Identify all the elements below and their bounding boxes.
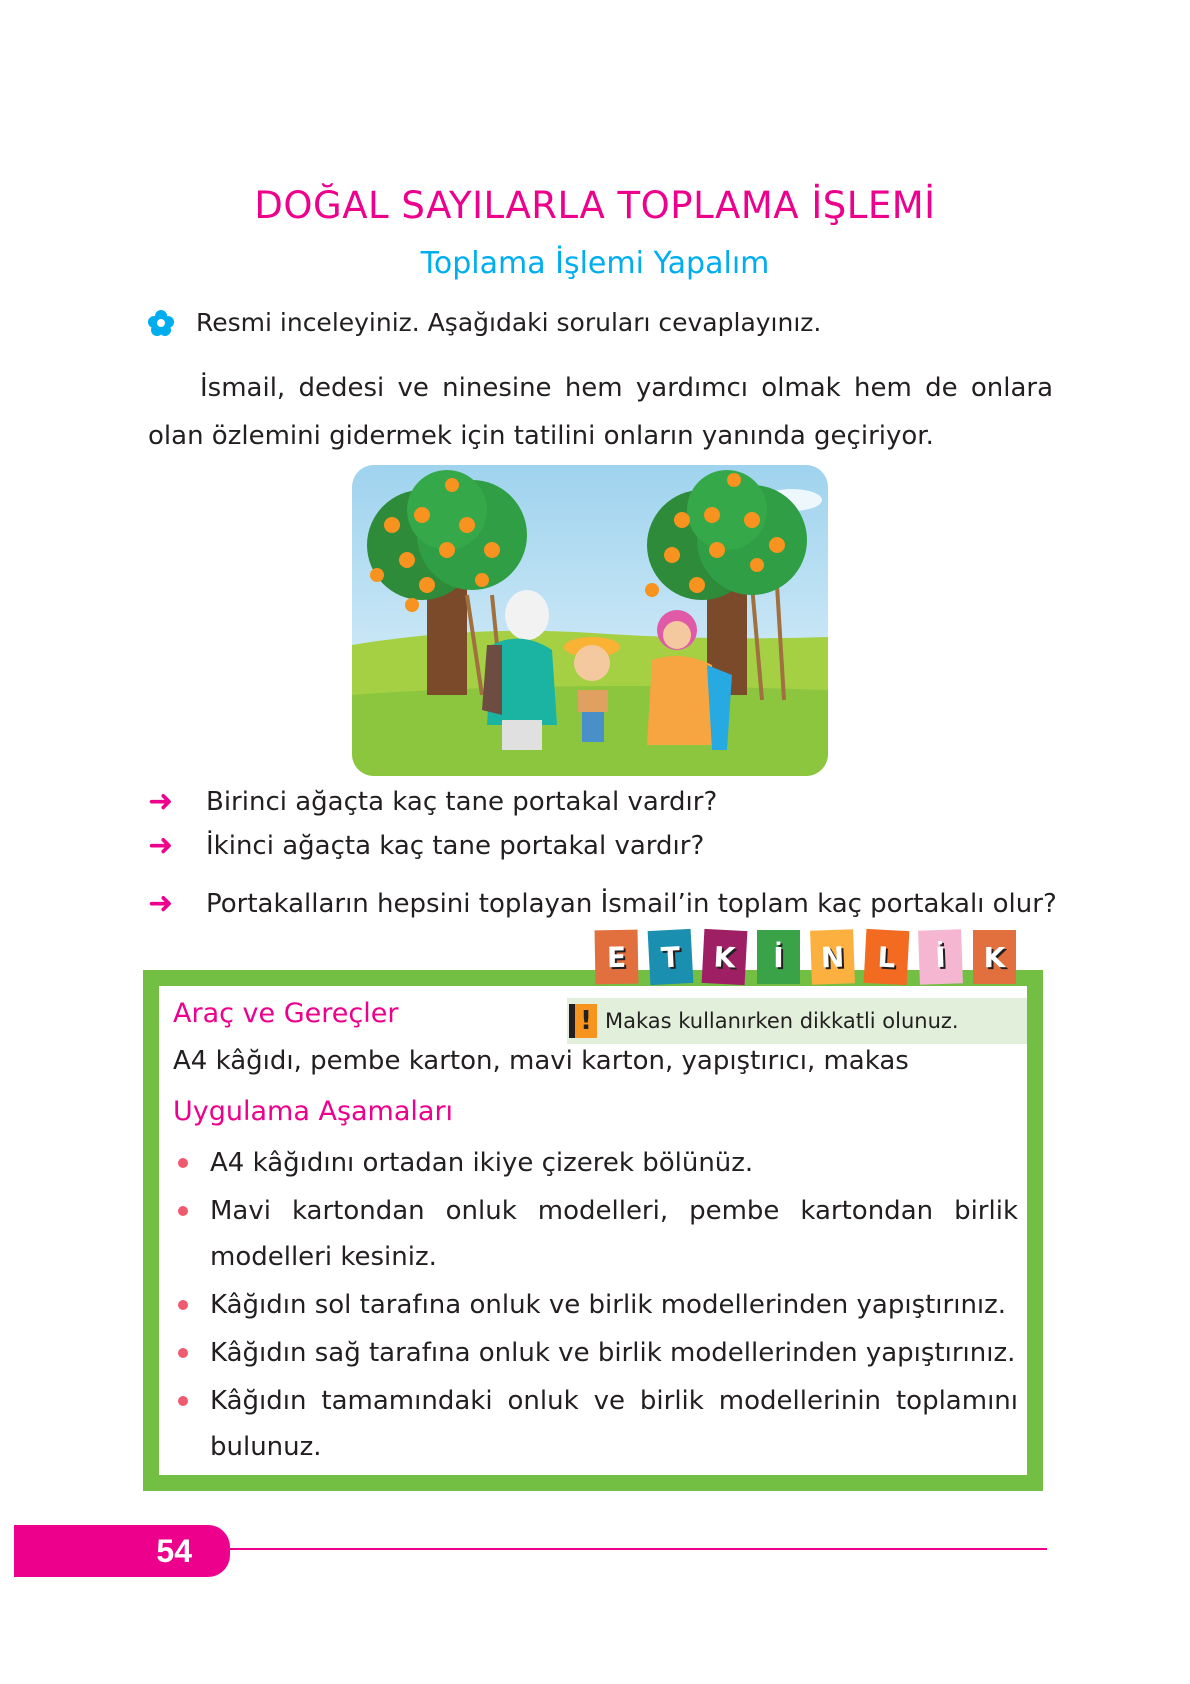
page-title: DOĞAL SAYILARLA TOPLAMA İŞLEMİ [254, 184, 936, 227]
questions-list [148, 780, 1058, 926]
exclamation-icon: ! [569, 1004, 597, 1038]
tools-heading: Araç ve Gereçler [173, 998, 399, 1029]
arrow-right-icon: ➜ [148, 784, 174, 819]
arrow-right-icon: ➜ [148, 886, 174, 921]
flower-icon [148, 310, 174, 336]
warning-text: Makas kullanırken dikkatli olunuz. [605, 1009, 959, 1033]
step-item: Kâğıdın sol tarafına onluk ve birlik modellerinden yapıştırınız. [178, 1282, 1018, 1328]
bullet-icon [178, 1158, 188, 1168]
banner-letter: İ [918, 929, 963, 984]
bullet-icon [178, 1396, 188, 1406]
banner-letter: N [810, 929, 855, 984]
question-item: ➜ Portakalların hepsini toplayan İsmail’in toplam kaç portakalı olur? [148, 886, 1057, 921]
question-item: ➜ İkinci ağaçta kaç tane portakal vardır? [148, 828, 705, 863]
etkinlik-banner [595, 930, 1016, 990]
arrow-right-icon: ➜ [148, 828, 174, 863]
banner-letter: L [864, 929, 910, 985]
step-item: Kâğıdın tamamındaki onluk ve birlik modellerinin toplamını bulunuz. [178, 1378, 1018, 1470]
instruction [148, 308, 821, 337]
banner-letter: K [702, 929, 748, 985]
step-item: A4 kâğıdını ortadan ikiye çizerek bölünüz. [178, 1140, 1018, 1186]
page-number: 54 [14, 1525, 230, 1577]
bullet-icon [178, 1206, 188, 1216]
story-paragraph [148, 364, 1053, 460]
banner-letter: K [973, 930, 1016, 984]
warning-note [567, 998, 1027, 1044]
step-item: Kâğıdın sağ tarafına onluk ve birlik modellerinden yapıştırınız. [178, 1330, 1018, 1376]
steps-heading: Uygulama Aşamaları [173, 1096, 454, 1127]
bullet-icon [178, 1348, 188, 1358]
page-subtitle: Toplama İşlemi Yapalım [420, 246, 770, 281]
step-item: Mavi kartondan onluk modelleri, pembe kartondan birlik modelleri kesiniz. [178, 1188, 1018, 1280]
banner-letter: İ [757, 930, 800, 984]
tools-text: A4 kâğıdı, pembe karton, mavi karton, yapıştırıcı, makas [173, 1046, 909, 1076]
question-item: ➜ Birinci ağaçta kaç tane portakal vardır? [148, 784, 718, 819]
banner-letter: T [648, 929, 694, 985]
orchard-illustration [352, 465, 828, 776]
instruction-text: Resmi inceleyiniz. Aşağıdaki soruları cevaplayınız. [196, 308, 822, 337]
steps-list [178, 1140, 1018, 1472]
banner-letter: E [595, 930, 639, 985]
footer-divider [230, 1548, 1047, 1550]
bullet-icon [178, 1300, 188, 1310]
story-text: İsmail, dedesi ve ninesine hem yardımcı olmak hem de onlara olan özlemini gidermek için tatilini onların yanında geçiriyor. [148, 373, 1053, 451]
